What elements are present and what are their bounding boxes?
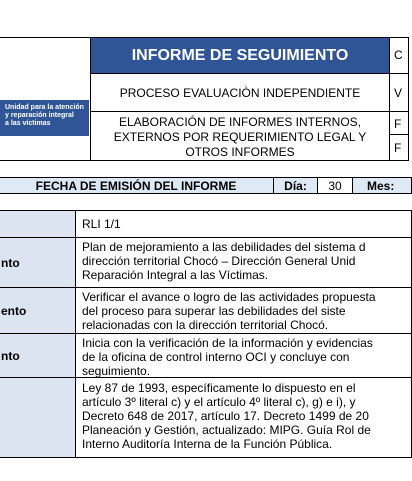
row-label-text: nto	[1, 255, 20, 270]
row-line: de la oficina de control interno OCI y concluye con	[82, 350, 350, 364]
subprocess-line: OTROS INFORMES	[185, 144, 295, 159]
row-label	[0, 333, 76, 378]
row-content	[75, 333, 412, 378]
row-line: Decreto 648 de 2017, artículo 17. Decreto 1499 de 20	[82, 409, 369, 423]
row-line: del proceso para superar las debilidades del siste	[82, 304, 346, 318]
row-line: relacionadas con la dirección territorial Chocó.	[82, 318, 329, 332]
page-cell-text: F	[394, 141, 402, 155]
subprocess-name	[90, 111, 390, 161]
row-content	[75, 377, 412, 458]
logo-line: Unidad para la atención	[5, 104, 84, 111]
row-line: Planeación y Gestión, actualizado: MIPG. Guía Rol de	[82, 423, 371, 437]
entity-logo	[0, 100, 89, 136]
row-label	[0, 287, 76, 334]
logo-panel	[0, 37, 90, 161]
logo-line: y reparación integral	[5, 112, 74, 119]
process-name	[90, 73, 390, 112]
subprocess-line: EXTERNOS POR REQUERIMIENTO LEGAL Y	[113, 129, 367, 144]
row-line: Inicia con la verificación de la información y evidencias	[82, 336, 373, 350]
emission-label	[0, 177, 274, 194]
version-cell-text: V	[394, 86, 403, 100]
row-line: Verificar el avance o logro de las actividades propuesta	[82, 290, 376, 304]
row-label	[0, 377, 76, 458]
logo-line: a las víctimas	[5, 120, 51, 127]
emission-day-value-text: 30	[328, 178, 342, 193]
code-cell-text: C	[394, 48, 403, 62]
row-label	[0, 210, 76, 238]
row-label-text: nto	[1, 348, 20, 363]
row-label	[0, 237, 76, 288]
emission-month-label	[352, 177, 412, 194]
date-cell	[389, 111, 409, 135]
row-content	[75, 237, 412, 288]
code-cell	[389, 37, 409, 74]
process-name-text: PROCESO EVALUACIÒN INDEPENDIENTE	[119, 85, 361, 100]
row-content	[75, 210, 412, 238]
row-line: Interno Auditoría Interna de la Función Pública.	[82, 437, 333, 451]
page-cell	[389, 134, 409, 161]
row-label-text: ento	[1, 303, 27, 318]
subprocess-line: ELABORACIÓN DE INFORMES INTERNOS,	[118, 114, 362, 129]
emission-label-text: FECHA DE EMISIÓN DEL INFORME	[35, 178, 237, 193]
row-line: artículo 3º literal c) y el artículo 4º literal c), g) e i), y	[82, 395, 356, 409]
date-cell-text: F	[394, 117, 402, 131]
row-line: Ley 87 de 1993, específicamente lo dispuesto en el	[82, 381, 356, 395]
row-line: Plan de mejoramiento a las debilidades del sistema d	[82, 240, 366, 254]
version-cell	[389, 73, 409, 112]
report-title-text: INFORME DE SEGUIMIENTO	[131, 46, 349, 64]
emission-day-label	[273, 177, 318, 194]
report-title	[90, 37, 390, 74]
row-content	[75, 287, 412, 334]
row-line: Reparación Integral a las Víctimas.	[82, 268, 269, 282]
row-line: dirección territorial Chocó – Dirección General Unid	[82, 254, 356, 268]
row-line: RLI 1/1	[82, 217, 121, 231]
row-line: seguimiento.	[82, 364, 151, 378]
emission-day-value	[317, 177, 353, 194]
emission-day-label-text: Día:	[284, 178, 307, 193]
emission-month-label-text: Mes:	[367, 179, 395, 193]
